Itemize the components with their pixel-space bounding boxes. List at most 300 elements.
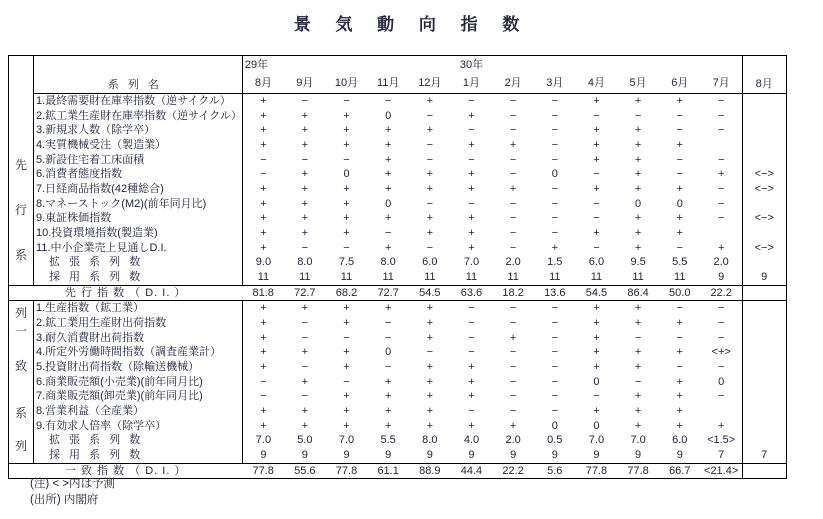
value-cell: − [509, 153, 517, 166]
value-cell: − [676, 302, 683, 315]
value-cell: + [343, 419, 350, 432]
value-cell: + [717, 168, 725, 181]
extra-value-cell [742, 419, 786, 434]
value-cell: − [676, 109, 683, 122]
value-cell: − [717, 182, 725, 195]
value-cell [701, 138, 743, 153]
value-cell: − [468, 316, 475, 329]
section-label-char: 系 [14, 406, 27, 421]
coincident-row [9, 301, 787, 316]
extra-value-cell [742, 301, 786, 316]
value-cell: 0 [551, 419, 558, 432]
series-name: 11.中小企業売上見通しD.I. [34, 241, 243, 256]
month-header: 10月 [326, 74, 368, 94]
di-value-cell: 72.7 [367, 285, 409, 301]
section-label-char: 先 [14, 157, 27, 172]
indicator-table [8, 55, 787, 479]
series-name: 拡 張 系 列 数 [34, 433, 243, 448]
value-cell: − [551, 316, 558, 329]
value-cell: − [426, 346, 434, 359]
value-cell: 6.0 [672, 434, 688, 447]
value-cell: + [593, 94, 600, 107]
value-cell: − [676, 168, 683, 181]
value-cell: − [551, 331, 558, 344]
value-cell: + [676, 390, 683, 403]
value-cell: + [593, 331, 600, 344]
value-cell: + [676, 316, 683, 329]
value-cell: − [384, 316, 392, 329]
leading-row [9, 197, 787, 212]
value-cell: + [343, 404, 350, 417]
coincident-di-label: 一 致 指 数 （ D. I. ） [9, 463, 243, 479]
value-cell: + [426, 212, 434, 225]
value-cell: + [301, 302, 309, 315]
di-value-cell: 18.2 [492, 285, 534, 301]
section-label-char: 列 [14, 305, 27, 320]
value-cell: − [551, 302, 558, 315]
value-cell: + [260, 124, 267, 137]
value-cell: − [343, 153, 350, 166]
value-cell: + [634, 153, 642, 166]
value-cell: − [509, 197, 517, 210]
value-cell: − [634, 109, 642, 122]
leading-row [9, 109, 787, 124]
value-cell: 8.0 [422, 434, 438, 447]
value-cell: + [301, 109, 309, 122]
value-cell: + [260, 212, 267, 225]
value-cell: + [676, 94, 683, 107]
table-header [9, 56, 787, 94]
value-cell: − [468, 197, 475, 210]
value-cell: − [551, 404, 558, 417]
value-cell: − [551, 390, 558, 403]
series-name: 9.有効求人倍率（除学卒） [34, 419, 243, 434]
series-name: 拡 張 系 列 数 [34, 255, 243, 270]
value-cell: + [301, 404, 309, 417]
di-value-cell: 88.9 [409, 463, 451, 479]
value-cell: − [343, 375, 350, 388]
value-cell: 11 [507, 270, 519, 283]
value-cell: − [551, 346, 558, 359]
value-cell: 2.0 [505, 434, 521, 447]
value-cell: 7.0 [338, 434, 355, 447]
value-cell: − [717, 109, 725, 122]
series-name: 4.実質機械受注（製造業） [34, 138, 243, 153]
value-cell: + [426, 124, 434, 137]
series-name: 採 用 系 列 数 [34, 270, 243, 285]
value-cell: − [509, 316, 517, 329]
di-value-cell: 61.1 [367, 463, 409, 479]
leading-row [9, 255, 787, 270]
leading-row [9, 153, 787, 168]
section-label-char: 列 [14, 439, 27, 454]
value-cell: + [301, 182, 309, 195]
value-cell [701, 404, 743, 419]
value-cell: − [468, 153, 475, 166]
value-cell: + [260, 346, 267, 359]
value-cell: − [468, 346, 475, 359]
value-cell: − [301, 390, 309, 403]
value-cell: − [426, 241, 434, 254]
value-cell: − [509, 346, 517, 359]
value-cell: + [509, 419, 517, 432]
value-cell: + [384, 390, 392, 403]
leading-row [9, 167, 787, 182]
value-cell: 0 [593, 419, 600, 432]
extra-value-cell: 7 [742, 448, 786, 463]
extra-month-header: 8月 [742, 56, 786, 94]
di-value-cell: 77.8 [576, 463, 618, 479]
extra-value-cell [742, 389, 786, 404]
di-value-cell: 68.2 [326, 285, 368, 301]
value-cell: 9 [468, 448, 475, 461]
value-cell: 2.0 [505, 256, 521, 269]
value-cell: + [384, 241, 392, 254]
value-cell: 11 [549, 270, 561, 283]
note-source: (出所) 内閣府 [30, 493, 99, 506]
value-cell: − [301, 331, 309, 344]
value-cell: 0 [343, 168, 350, 181]
di-value-cell: <21.4> [701, 463, 743, 479]
value-cell: − [551, 360, 558, 373]
value-cell: + [634, 124, 642, 137]
value-cell: + [634, 212, 642, 225]
value-cell: + [260, 226, 267, 239]
value-cell: + [343, 212, 350, 225]
value-cell: + [260, 419, 267, 432]
value-cell: + [676, 375, 683, 388]
value-cell [701, 226, 743, 241]
value-cell: + [593, 404, 600, 417]
value-cell: + [468, 360, 475, 373]
value-cell: + [426, 226, 434, 239]
value-cell: − [717, 316, 725, 329]
extra-value-cell [742, 109, 786, 124]
coincident-di-row [9, 463, 787, 479]
note-forecast: (注) < >内は予測 [30, 478, 115, 490]
value-cell: + [634, 404, 642, 417]
extra-value-cell [742, 404, 786, 419]
month-header: 6月 [659, 74, 701, 94]
value-cell: + [634, 316, 642, 329]
value-cell: + [260, 302, 267, 315]
di-value-cell: 86.4 [617, 285, 659, 301]
value-cell: − [384, 94, 392, 107]
di-value-cell: 77.8 [242, 463, 284, 479]
value-cell: − [260, 168, 267, 181]
value-cell: + [468, 419, 475, 432]
value-cell: + [260, 241, 267, 254]
di-value-cell: 77.8 [617, 463, 659, 479]
value-cell: − [509, 404, 517, 417]
coincident-row [9, 316, 787, 331]
value-cell: − [551, 197, 558, 210]
value-cell: 11 [465, 270, 478, 283]
value-cell: 11 [424, 270, 436, 283]
extra-value-cell [742, 94, 786, 109]
series-name: 採 用 系 列 数 [34, 448, 243, 463]
value-cell: + [343, 124, 350, 137]
value-cell: − [343, 331, 350, 344]
extra-value-cell [742, 433, 786, 448]
value-cell: − [509, 109, 517, 122]
value-cell: − [509, 302, 517, 315]
value-cell: + [468, 182, 475, 195]
value-cell: − [426, 109, 434, 122]
series-name: 2.鉱工業用生産財出荷指数 [34, 316, 243, 331]
value-cell: + [426, 94, 434, 107]
value-cell: − [468, 124, 475, 137]
leading-row [9, 226, 787, 241]
value-cell: − [301, 241, 309, 254]
value-cell: 0 [593, 375, 600, 388]
extra-value-cell [742, 226, 786, 241]
leading-row [9, 270, 787, 285]
leading-row [9, 211, 787, 226]
value-cell: + [468, 212, 475, 225]
extra-value-cell: 9 [742, 270, 786, 285]
value-cell: − [634, 331, 642, 344]
value-cell: − [301, 360, 309, 373]
di-value-cell: 54.5 [576, 285, 618, 301]
value-cell: − [717, 212, 725, 225]
month-header: 1月 [451, 74, 493, 94]
value-cell: + [384, 153, 392, 166]
coincident-row [9, 360, 787, 375]
value-cell: − [593, 212, 600, 225]
di-value-cell: 54.5 [409, 285, 451, 301]
value-cell: − [384, 226, 392, 239]
value-cell: + [551, 241, 558, 254]
di-value-cell: 22.2 [701, 285, 743, 301]
value-cell: + [343, 360, 350, 373]
value-cell: + [634, 346, 642, 359]
extra-value-cell [742, 375, 786, 390]
extra-value-cell [742, 316, 786, 331]
value-cell: − [384, 360, 392, 373]
value-cell: <+> [711, 346, 731, 359]
value-cell: − [676, 241, 683, 254]
value-cell: + [301, 375, 309, 388]
value-cell: 9 [260, 448, 267, 461]
value-cell: − [468, 302, 475, 315]
series-name: 7.商業販売額(卸売業)(前年同月比) [34, 389, 243, 404]
value-cell: − [717, 302, 725, 315]
leading-di-row [9, 285, 787, 301]
value-cell: − [717, 331, 725, 344]
value-cell: − [384, 331, 392, 344]
extra-value-cell: <−> [742, 211, 786, 226]
value-cell: − [593, 241, 600, 254]
extra-value-cell [742, 153, 786, 168]
value-cell: − [717, 197, 725, 210]
value-cell: − [301, 94, 309, 107]
value-cell: 9 [676, 448, 683, 461]
value-cell: + [426, 419, 434, 432]
section-label-char: 一 [14, 324, 27, 339]
value-cell: + [509, 331, 517, 344]
series-name: 7.日経商品指数(42種総合) [34, 182, 243, 197]
year-30-label: 30年 [459, 58, 484, 71]
series-name: 3.新規求人数（除学卒） [34, 123, 243, 138]
di-value-cell: 72.7 [284, 285, 326, 301]
coincident-row [9, 448, 787, 463]
coincident-row [9, 375, 787, 390]
value-cell: + [593, 360, 600, 373]
value-cell: + [343, 226, 350, 239]
leading-di-label: 先 行 指 数 （ D. I. ） [9, 285, 243, 301]
value-cell: − [551, 226, 558, 239]
year-29-label: 29年 [244, 58, 269, 71]
leading-row [9, 182, 787, 197]
value-cell: 0 [385, 197, 392, 210]
value-cell: + [301, 212, 309, 225]
value-cell: 9 [343, 448, 350, 461]
value-cell: − [593, 109, 600, 122]
value-cell: − [509, 94, 517, 107]
value-cell: 9 [385, 448, 392, 461]
value-cell: + [260, 182, 267, 195]
month-header: 3月 [534, 74, 576, 94]
coincident-row [9, 389, 787, 404]
value-cell: + [384, 168, 392, 181]
value-cell: + [384, 404, 392, 417]
value-cell: − [676, 331, 683, 344]
value-cell: + [717, 241, 725, 254]
value-cell: + [634, 302, 642, 315]
series-name: 5.新設住宅着工床面積 [34, 153, 243, 168]
value-cell: + [634, 419, 642, 432]
extra-value-cell [742, 331, 786, 346]
value-cell: + [343, 316, 350, 329]
di-value-cell: 44.4 [451, 463, 493, 479]
value-cell: − [509, 375, 517, 388]
value-cell: 11 [382, 270, 394, 283]
value-cell: − [717, 124, 725, 137]
series-name: 9.東証株価指数 [34, 211, 243, 226]
value-cell: + [509, 138, 517, 151]
value-cell: 0 [635, 197, 642, 210]
value-cell: + [343, 197, 350, 210]
di-value-cell: 55.6 [284, 463, 326, 479]
value-cell: − [301, 316, 309, 329]
value-cell: + [593, 124, 600, 137]
year-row [9, 56, 787, 75]
leading-row [9, 138, 787, 153]
section-label-char: 致 [14, 359, 27, 374]
value-cell: + [260, 197, 267, 210]
value-cell: + [301, 138, 309, 151]
value-cell: + [634, 182, 642, 195]
value-cell: − [717, 360, 725, 373]
series-name: 1.生産指数（鉱工業） [34, 301, 243, 316]
value-cell: + [634, 94, 642, 107]
month-header: 2月 [492, 74, 534, 94]
value-cell: + [260, 331, 267, 344]
value-cell: 11 [590, 270, 603, 283]
value-cell: + [676, 419, 683, 432]
series-name: 6.消費者態度指数 [34, 167, 243, 182]
value-cell: − [509, 360, 517, 373]
value-cell: + [260, 316, 267, 329]
di-value-cell: 22.2 [492, 463, 534, 479]
value-cell: 2.0 [713, 256, 729, 269]
value-cell: + [343, 390, 350, 403]
extra-value-cell [742, 360, 786, 375]
value-cell: + [676, 182, 683, 195]
value-cell: + [468, 390, 475, 403]
series-name: 10.投資環境指数(製造業) [34, 226, 243, 241]
value-cell: 9 [718, 270, 725, 283]
value-cell: − [676, 360, 683, 373]
extra-value-cell: <−> [742, 182, 786, 197]
leading-row [9, 94, 787, 109]
coincident-row [9, 419, 787, 434]
month-header: 7月 [701, 74, 743, 94]
value-cell: + [301, 124, 309, 137]
section-label-char: 行 [14, 202, 27, 217]
value-cell: 7.5 [338, 256, 355, 269]
value-cell: 0 [385, 346, 392, 359]
coincident-row [9, 404, 787, 419]
value-cell: + [384, 375, 392, 388]
value-cell: − [509, 390, 517, 403]
value-cell: 7.0 [255, 434, 272, 447]
value-cell: + [468, 226, 475, 239]
series-name: 6.商業販売額(小売業)(前年同月比) [34, 375, 243, 390]
value-cell: − [468, 331, 475, 344]
value-cell: 9 [635, 448, 642, 461]
value-cell: 9.5 [630, 256, 646, 269]
value-cell: + [301, 197, 309, 210]
value-cell: + [426, 331, 434, 344]
value-cell: 5.5 [380, 434, 396, 447]
series-name: 4.所定外労働時間指数（調査産業計） [34, 345, 243, 360]
value-cell: + [426, 404, 434, 417]
value-cell: + [593, 138, 600, 151]
value-cell: + [343, 182, 350, 195]
value-cell: + [260, 360, 267, 373]
value-cell: − [551, 94, 558, 107]
value-cell: + [384, 419, 392, 432]
value-cell: + [634, 138, 642, 151]
value-cell: 5.0 [297, 434, 313, 447]
coincident-section-label [9, 301, 34, 463]
value-cell: + [426, 168, 434, 181]
value-cell: 0 [385, 109, 392, 122]
value-cell: + [384, 302, 392, 315]
series-name: 5.投資財出荷指数（除輸送機械） [34, 360, 243, 375]
month-header: 8月 [242, 74, 284, 94]
value-cell: − [717, 153, 725, 166]
series-name: 3.耐久消費財出荷指数 [34, 331, 243, 346]
value-cell: − [509, 212, 517, 225]
footnotes [30, 477, 115, 508]
value-cell: + [509, 182, 517, 195]
value-cell: − [426, 153, 434, 166]
di-value-cell: 50.0 [659, 285, 701, 301]
value-cell: + [426, 302, 434, 315]
table-body [9, 94, 787, 479]
value-cell: + [343, 346, 350, 359]
extra-value-cell: <−> [742, 167, 786, 182]
series-name: 8.マネーストック(M2)(前年同月比) [34, 197, 243, 212]
value-cell: − [634, 375, 642, 388]
value-cell: + [260, 94, 267, 107]
value-cell: 11 [674, 270, 686, 283]
value-cell: 5.5 [672, 256, 688, 269]
value-cell: + [301, 226, 309, 239]
